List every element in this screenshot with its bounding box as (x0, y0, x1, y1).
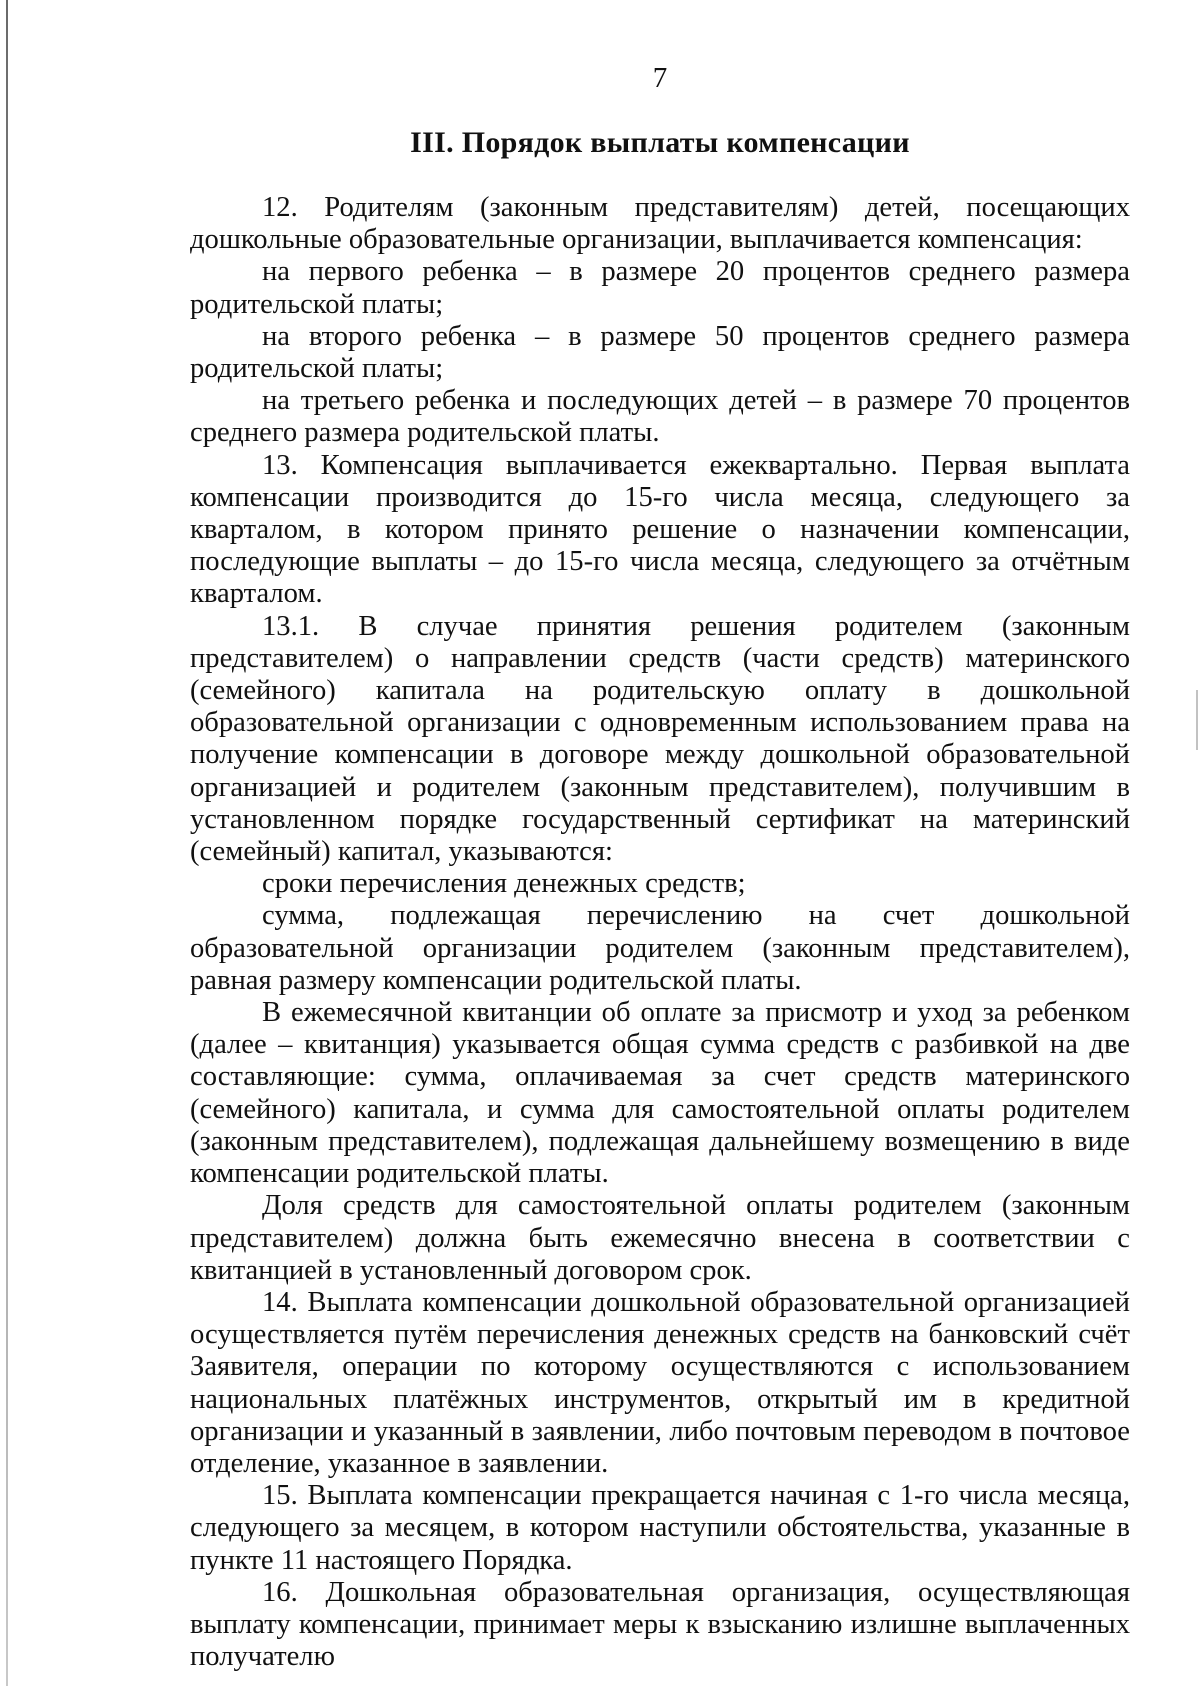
paragraph-13-1-terms: сроки перечисления денежных средств; (262, 868, 746, 900)
paragraph-14: 14. Выплата компенсации дошкольной образовательной организацией осуществляется путём перечисления денежных средств на банковский счёт Заявителя, операции по которому осуществляются с использованием национальных платёжных инструментов, открытый им в кредитной организации и указанный в заявлении, либо почтовым переводом в почтовое отделение, указанное в заявлении. (190, 1286, 1130, 1479)
paragraph-12-third-child: на третьего ребенка и последующих детей – в размере 70 процентов среднего размера родительской платы. (190, 385, 1130, 449)
page-number: 7 (652, 62, 668, 94)
document-body (190, 192, 1130, 1673)
paragraph-16: 16. Дошкольная образовательная организация, осуществляющая выплату компенсации, принимает меры к взысканию излишне выплаченных получателю (190, 1576, 1130, 1673)
scan-edge-right (1196, 690, 1198, 750)
section-title: III. Порядок выплаты компенсации (410, 126, 910, 159)
paragraph-receipt: В ежемесячной квитанции об оплате за присмотр и уход за ребенком (далее – квитанция) указывается общая сумма средств с разбивкой на две составляющие: сумма, оплачиваемая за счет средств материнского (семейного) капитала, и сумма для самостоятельной оплаты родителем (законным представителем), подлежащая дальнейшему возмещению в виде компенсации родительской платы. (190, 997, 1130, 1190)
scan-edge-left (6, 0, 8, 1686)
paragraph-15: 15. Выплата компенсации прекращается начиная с 1-го числа месяца, следующего за месяцем, в котором наступили обстоятельства, указанные в пункте 11 настоящего Порядка. (190, 1480, 1130, 1576)
paragraph-12-first-child: на первого ребенка – в размере 20 процентов среднего размера родительской платы; (190, 256, 1130, 320)
paragraph-13: 13. Компенсация выплачивается ежеквартально. Первая выплата компенсации производится до 15-го числа месяца, следующего за кварталом, в котором принято решение о назначении компенсации, последующие выплаты – до 15-го числа месяца, следующего за отчётным кварталом. (190, 449, 1130, 610)
paragraph-12: 12. Родителям (законным представителям) детей, посещающих дошкольные образовательные организации, выплачивается компенсация: (190, 192, 1130, 256)
paragraph-13-1-amount: сумма, подлежащая перечислению на счет дошкольной образовательной организации родителем (законным представителем), равная размеру компенсации родительской платы. (190, 900, 1130, 996)
paragraph-share: Доля средств для самостоятельной оплаты родителем (законным представителем) должна быть ежемесячно внесена в соответствии с квитанцией в установленный договором срок. (190, 1190, 1130, 1286)
paragraph-12-second-child: на второго ребенка – в размере 50 процентов среднего размера родительской платы; (190, 320, 1130, 385)
paragraph-13-1: 13.1. В случае принятия решения родителем (законным представителем) о направлении средств (части средств) материнского (семейного) капитала на родительскую оплату в дошкольной образовательной организации с одновременным использованием права на получение компенсации в договоре между дошкольной образовательной организацией и родителем (законным представителем), получившим в установленном порядке государственный сертификат на материнский (семейный) капитал, указываются: (190, 610, 1130, 868)
